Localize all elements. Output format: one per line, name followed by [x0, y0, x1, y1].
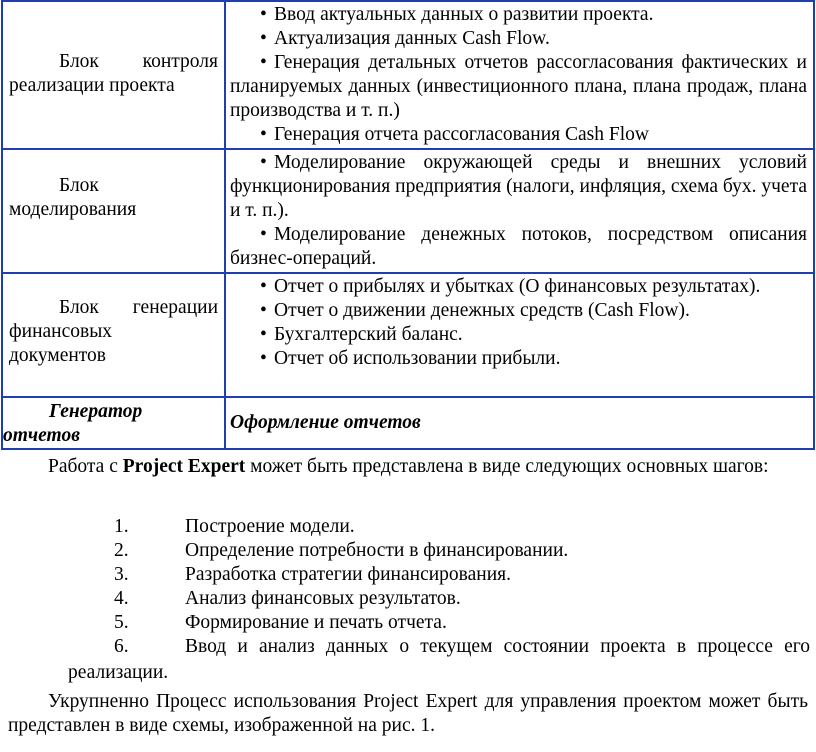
- list-item: • Моделирование окружающей среды и внешних условий функционирования предприятия (налоги, инфляция, схема бух. учета и т. п.).: [230, 152, 807, 221]
- list-item: • Генерация отчета рассогласования Cash Flow: [260, 124, 649, 145]
- product-name: Project Expert: [122, 456, 246, 477]
- bullet-icon: •: [260, 276, 267, 297]
- table-row: [2, 273, 814, 397]
- block-name-cell: [2, 149, 225, 273]
- list-item: 6. Ввод и анализ данных о текущем состоянии проекта в процессе его: [114, 636, 810, 657]
- list-item: • Отчет о прибылях и убытках (О финансовых результатах).: [260, 276, 761, 297]
- block-name-cell: [2, 1, 225, 149]
- block-name-cell: [2, 273, 225, 397]
- summary-paragraph: Укрупненно Процесс использования Project Expert для управления проектом может быть представлен в виде схемы, изображенной на рис. 1.: [8, 691, 808, 736]
- table-row: [2, 1, 814, 149]
- bullet-icon: •: [260, 324, 267, 345]
- bullet-icon: •: [260, 300, 267, 321]
- table-row: [2, 397, 814, 449]
- bullet-icon: •: [260, 348, 267, 369]
- block-functions-cell: [225, 149, 814, 273]
- block-name-line: Блок: [59, 175, 99, 196]
- bullet-icon: •: [260, 124, 267, 145]
- list-item: • Отчет о движении денежных средств (Cash Flow).: [260, 300, 690, 321]
- list-item: • Генерация детальных отчетов рассогласования фактических и планируемых данных (инвестиционного плана, плана продаж, плана производства и т. п.): [230, 52, 807, 121]
- list-item: • Бухгалтерский баланс.: [260, 324, 463, 345]
- bullet-icon: •: [260, 28, 267, 49]
- block-name-line: Генератор: [49, 401, 143, 422]
- bullet-icon: •: [260, 52, 267, 73]
- bullet-icon: •: [260, 152, 267, 173]
- bullet-icon: •: [260, 4, 267, 25]
- steps-list: [0, 515, 810, 659]
- list-item: • Моделирование денежных потоков, посредством описания бизнес-операций.: [230, 224, 807, 269]
- block-functions-cell: [225, 1, 814, 149]
- list-item: • Актуализация данных Cash Flow.: [260, 28, 550, 49]
- block-name-line: документов: [9, 345, 107, 366]
- block-functions-cell: [225, 273, 814, 397]
- block-name-line: моделирования: [9, 199, 137, 220]
- table-row: [2, 149, 814, 273]
- step-continuation: реализации.: [68, 662, 169, 683]
- list-item: • Ввод актуальных данных о развитии проекта.: [260, 4, 654, 25]
- generator-content-cell: Оформление отчетов: [225, 397, 814, 449]
- block-name-line: Блок генерации: [59, 297, 218, 318]
- intro-paragraph: Работа с Project Expert может быть представлена в виде следующих основных шагов:: [48, 456, 769, 477]
- list-item: 2. Определение потребности в финансировании.: [114, 540, 569, 561]
- generator-name-cell: [2, 397, 225, 449]
- block-name-line: реализации проекта: [9, 75, 175, 96]
- list-item: 5. Формирование и печать отчета.: [114, 612, 447, 633]
- list-item: 3. Разработка стратегии финансирования.: [114, 564, 511, 585]
- list-item: 4. Анализ финансовых результатов.: [114, 588, 461, 609]
- list-item: 1. Построение модели.: [114, 516, 355, 537]
- bullet-icon: •: [260, 224, 267, 245]
- block-name-line: Блок контроля: [59, 51, 218, 72]
- blocks-table: [1, 0, 815, 450]
- list-item: • Отчет об использовании прибыли.: [260, 348, 561, 369]
- block-name-line: отчетов: [3, 425, 80, 446]
- block-name-line: финансовых: [9, 321, 113, 342]
